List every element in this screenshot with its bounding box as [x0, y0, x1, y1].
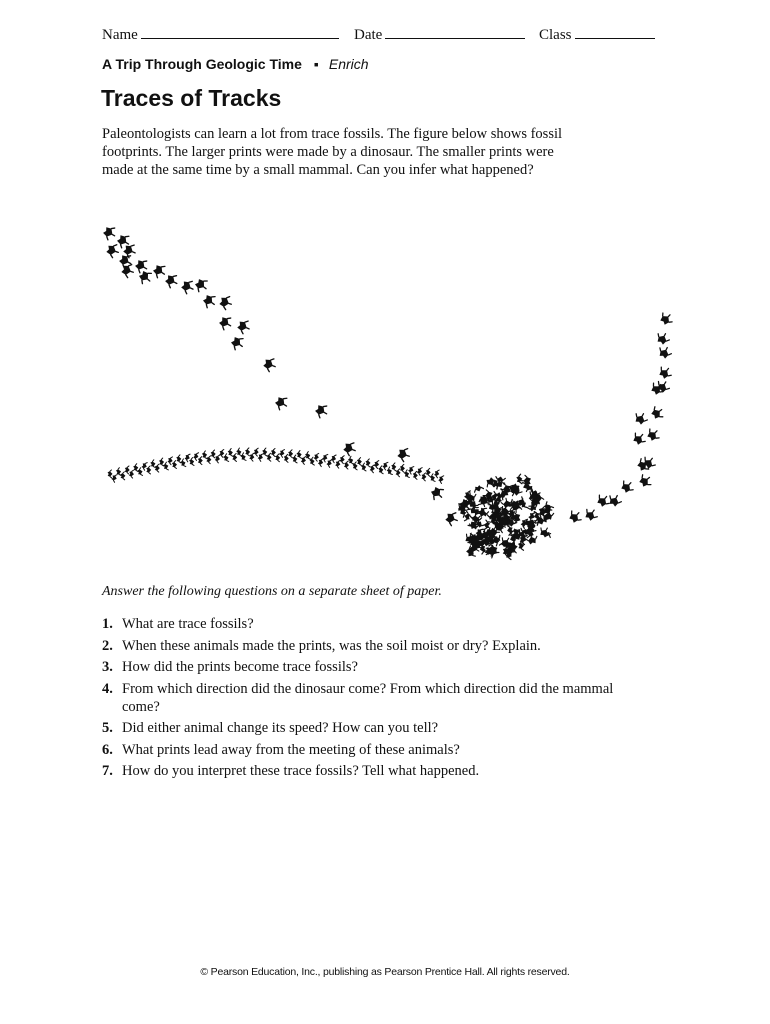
footprint-icon: [249, 453, 255, 462]
footprint-icon: [516, 474, 523, 484]
class-line: [575, 24, 655, 39]
intro-paragraph: Paleontologists can learn a lot from trace fossils. The figure below shows fossil footprints. The larger prints were made by a dinosaur. The smaller prints were made at the same time by a small mammal. Can you infer what happened?: [102, 126, 563, 178]
footprint-icon: [271, 449, 276, 457]
footprint-icon: [279, 449, 286, 458]
question-item: [102, 719, 622, 737]
footprint-icon: [296, 450, 302, 459]
footprint-icon: [232, 453, 237, 461]
footprint-icon: [607, 493, 623, 508]
footprint-icon: [292, 455, 298, 464]
footprint-icon: [198, 457, 203, 465]
worksheet-type: Enrich: [328, 56, 369, 72]
footprint-icon: [214, 454, 220, 463]
footprint-icon: [339, 455, 345, 463]
footprint-icon: [657, 364, 674, 380]
footprint-icon: [361, 463, 367, 472]
footprint-icon: [313, 453, 319, 462]
footprint-icon: [649, 405, 665, 422]
question-list: [102, 615, 622, 784]
question-text: From which direction did the dinosaur come? From which direction did the mammal come?: [122, 680, 614, 715]
footprint-icon: [488, 545, 497, 556]
footprint-icon: [105, 242, 120, 258]
question-number: 2.: [102, 637, 113, 654]
instruction-text: Answer the following questions on a separate sheet of paper.: [102, 584, 442, 599]
footprint-icon: [413, 471, 418, 479]
footprint-icon: [133, 257, 150, 275]
footprint-icon: [219, 449, 225, 457]
footprint-icon: [151, 262, 168, 280]
footprint-icon: [313, 402, 330, 420]
footprint-icon: [357, 457, 363, 465]
footprint-icon: [344, 461, 349, 469]
date-label: Date: [354, 27, 383, 43]
date-line: [385, 24, 525, 39]
footprint-icon: [657, 345, 673, 360]
footprint-icon: [421, 473, 426, 481]
footprint-icon: [342, 440, 357, 457]
exit-track: [567, 310, 675, 525]
date-field: [354, 24, 525, 44]
footprint-icon: [229, 334, 246, 352]
footprint-icon: [434, 469, 440, 478]
question-text: Did either animal change its speed? How can you tell?: [122, 720, 439, 736]
question-item: [102, 741, 622, 759]
page-title: Traces of Tracks: [101, 85, 282, 111]
footprint-icon: [426, 468, 431, 476]
footprint-icon: [211, 450, 216, 458]
footprint-icon: [155, 464, 160, 472]
header-fields: [102, 24, 662, 44]
question-text: What are trace fossils?: [122, 616, 254, 632]
question-text: When these animals made the prints, was the soil moist or dry? Explain.: [122, 637, 541, 654]
mammal-track: [107, 448, 444, 484]
question-item: [102, 658, 622, 676]
question-number: 3.: [102, 659, 113, 675]
footprint-icon: [304, 451, 311, 460]
footprint-icon: [189, 457, 195, 466]
footprint-icon: [201, 451, 207, 460]
name-field: [102, 24, 339, 44]
footprint-icon: [101, 224, 118, 242]
name-label: Name: [102, 27, 138, 43]
question-number: 1.: [102, 616, 113, 632]
copyright-footer: © Pearson Education, Inc., publishing as Pearson Prentice Hall. All rights reserved.: [200, 966, 570, 978]
footprint-icon: [172, 460, 178, 468]
footprint-illustration: [96, 220, 676, 580]
question-text: What prints lead away from the meeting of these animals?: [122, 741, 460, 758]
footprint-icon: [218, 294, 233, 310]
footprint-icon: [300, 456, 306, 465]
footprint-icon: [217, 314, 234, 332]
footprint-icon: [253, 448, 259, 456]
dinosaur-track: [101, 224, 474, 527]
question-item: [102, 637, 622, 655]
footprint-icon: [619, 478, 636, 495]
footprint-icon: [391, 463, 397, 471]
footprint-icon: [150, 460, 156, 469]
footprint-icon: [506, 525, 513, 535]
question-number: 5.: [102, 720, 113, 736]
class-field: [539, 24, 655, 44]
footprint-icon: [284, 454, 289, 462]
footprint-icon: [374, 460, 380, 469]
question-item: [102, 762, 622, 780]
footprint-icon: [438, 475, 445, 484]
question-number: 6.: [102, 741, 113, 758]
footprint-icon: [352, 462, 358, 471]
question-number: 4.: [102, 680, 113, 697]
footprint-icon: [655, 331, 671, 347]
bullet-separator: ▪: [313, 56, 319, 72]
footprint-icon: [330, 454, 337, 463]
scuffle-area: [456, 474, 554, 560]
footprint-icon: [273, 394, 290, 412]
footprint-icon: [396, 446, 411, 462]
footprint-icon: [206, 455, 211, 463]
footprint-icon: [164, 272, 180, 289]
question-item: [102, 615, 622, 633]
footprint-icon: [583, 506, 600, 522]
footprint-icon: [595, 492, 612, 509]
footprint-icon: [193, 276, 210, 294]
footprint-icon: [365, 459, 370, 467]
footprint-icon: [416, 467, 423, 476]
name-line: [141, 24, 339, 39]
footprint-icon: [637, 472, 654, 489]
footprint-icon: [382, 461, 389, 470]
footprint-icon: [267, 453, 272, 461]
question-number: 7.: [102, 763, 113, 779]
footprint-icon: [107, 470, 112, 478]
footprint-icon: [645, 426, 662, 443]
footprint-icon: [444, 510, 459, 527]
footprint-icon: [180, 278, 196, 295]
chapter-name: A Trip Through Geologic Time: [102, 56, 302, 72]
footprint-icon: [201, 292, 218, 310]
footprint-icon: [125, 466, 130, 474]
footprint-icon: [236, 318, 252, 335]
footprint-icon: [633, 411, 649, 427]
chapter-subtitle: [102, 56, 369, 72]
footprint-icon: [473, 484, 484, 493]
question-text: How do you interpret these trace fossils? Tell what happened.: [122, 763, 480, 779]
footprint-icon: [631, 430, 648, 447]
footprint-figure: [96, 220, 676, 580]
footprint-icon: [407, 465, 414, 474]
footprint-icon: [146, 466, 151, 474]
footprint-icon: [288, 450, 293, 458]
footprint-icon: [245, 448, 250, 456]
footprint-icon: [400, 464, 405, 472]
footprint-icon: [262, 448, 268, 457]
footprint-icon: [567, 508, 584, 525]
footprint-icon: [129, 470, 135, 479]
footprint-icon: [262, 356, 277, 373]
footprint-icon: [429, 484, 447, 502]
question-text: How did the prints become trace fossils?: [122, 659, 358, 675]
footprint-icon: [395, 469, 400, 477]
question-item: [102, 680, 622, 716]
footprint-icon: [275, 454, 280, 462]
footprint-icon: [658, 310, 675, 327]
class-label: Class: [539, 27, 572, 43]
footprint-icon: [321, 453, 328, 462]
